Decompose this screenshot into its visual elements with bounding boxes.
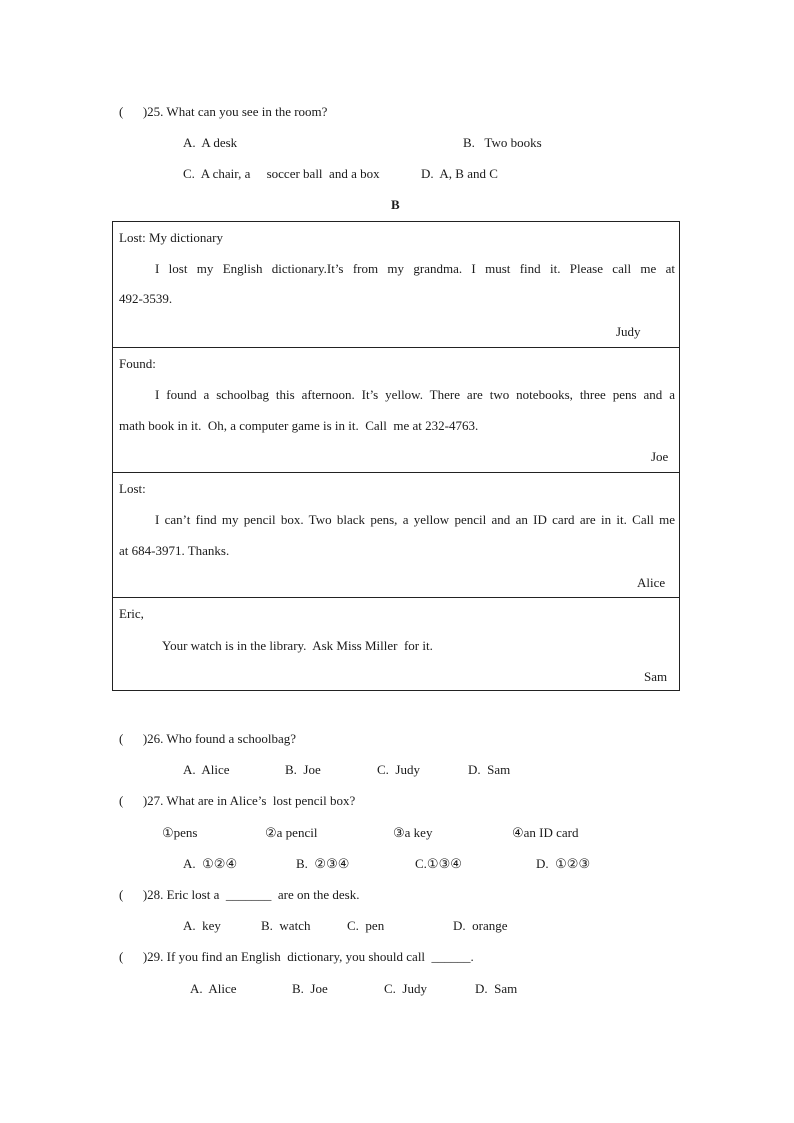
notice-signature: Judy [616,324,641,339]
question-28-option-b: B. watch [261,918,311,933]
question-27-item-2: ②a pencil [265,825,318,840]
question-26-option-c: C. Judy [377,762,420,777]
question-29-option-c: C. Judy [384,981,427,996]
question-26-stem: ( )26. Who found a schoolbag? [119,731,297,746]
question-28-option-d: D. orange [453,918,508,933]
notice-found-schoolbag [113,348,679,473]
notice-heading: Lost: [119,481,146,496]
question-29-option-a: A. Alice [190,981,237,996]
question-27-option-b: B. ②③④ [296,856,350,871]
notice-body-line: I found a schoolbag this afternoon. It’s yellow. There are two notebooks, three pens and a [155,387,675,402]
question-26-option-a: A. Alice [183,762,230,777]
notice-body-line: I can’t find my pencil box. Two black pens, a yellow pencil and an ID card are in it. Call me [155,512,675,527]
notice-body-line: math book in it. Oh, a computer game is in it. Call me at 232-4763. [119,418,479,433]
notice-signature: Joe [651,449,669,464]
question-29-stem: ( )29. If you find an English dictionary, you should call ______. [119,949,474,964]
question-25-option-d: D. A, B and C [421,166,498,181]
notice-heading: Eric, [119,606,144,621]
notice-body-line: 492-3539. [119,291,173,306]
question-26-option-b: B. Joe [285,762,321,777]
question-27-item-4: ④an ID card [512,825,579,840]
question-27-item-3: ③a key [393,825,433,840]
question-29-option-b: B. Joe [292,981,328,996]
question-29-option-d: D. Sam [475,981,518,996]
notice-body-line: Your watch is in the library. Ask Miss Miller for it. [162,638,433,653]
notice-signature: Alice [637,575,666,590]
notice-eric-watch [113,598,679,692]
question-27-option-d: D. ①②③ [536,856,591,871]
question-27-option-c: C.①③④ [415,856,462,871]
notice-body-line: at 684-3971. Thanks. [119,543,230,558]
notice-signature: Sam [644,669,668,684]
section-b-heading: B [391,197,400,212]
question-28-stem: ( )28. Eric lost a _______ are on the desk. [119,887,360,902]
question-28-option-a: A. key [183,918,221,933]
notice-heading: Lost: My dictionary [119,230,223,245]
question-27-option-a: A. ①②④ [183,856,238,871]
question-25-stem: ( )25. What can you see in the room? [119,104,328,119]
question-25-option-a: A. A desk [183,135,238,150]
notice-table [112,221,680,691]
question-25-option-c: C. A chair, a soccer ball and a box [183,166,380,181]
question-28-option-c: C. pen [347,918,385,933]
notice-body-line: I lost my English dictionary.It’s from my grandma. I must find it. Please call me at [155,261,675,276]
question-27-item-1: ①pens [162,825,198,840]
notice-lost-pencil-box [113,473,679,598]
question-25-option-b: B. Two books [463,135,542,150]
notice-heading: Found: [119,356,156,371]
question-26-option-d: D. Sam [468,762,511,777]
notice-lost-dictionary [113,222,679,348]
question-27-stem: ( )27. What are in Alice’s lost pencil box? [119,793,356,808]
